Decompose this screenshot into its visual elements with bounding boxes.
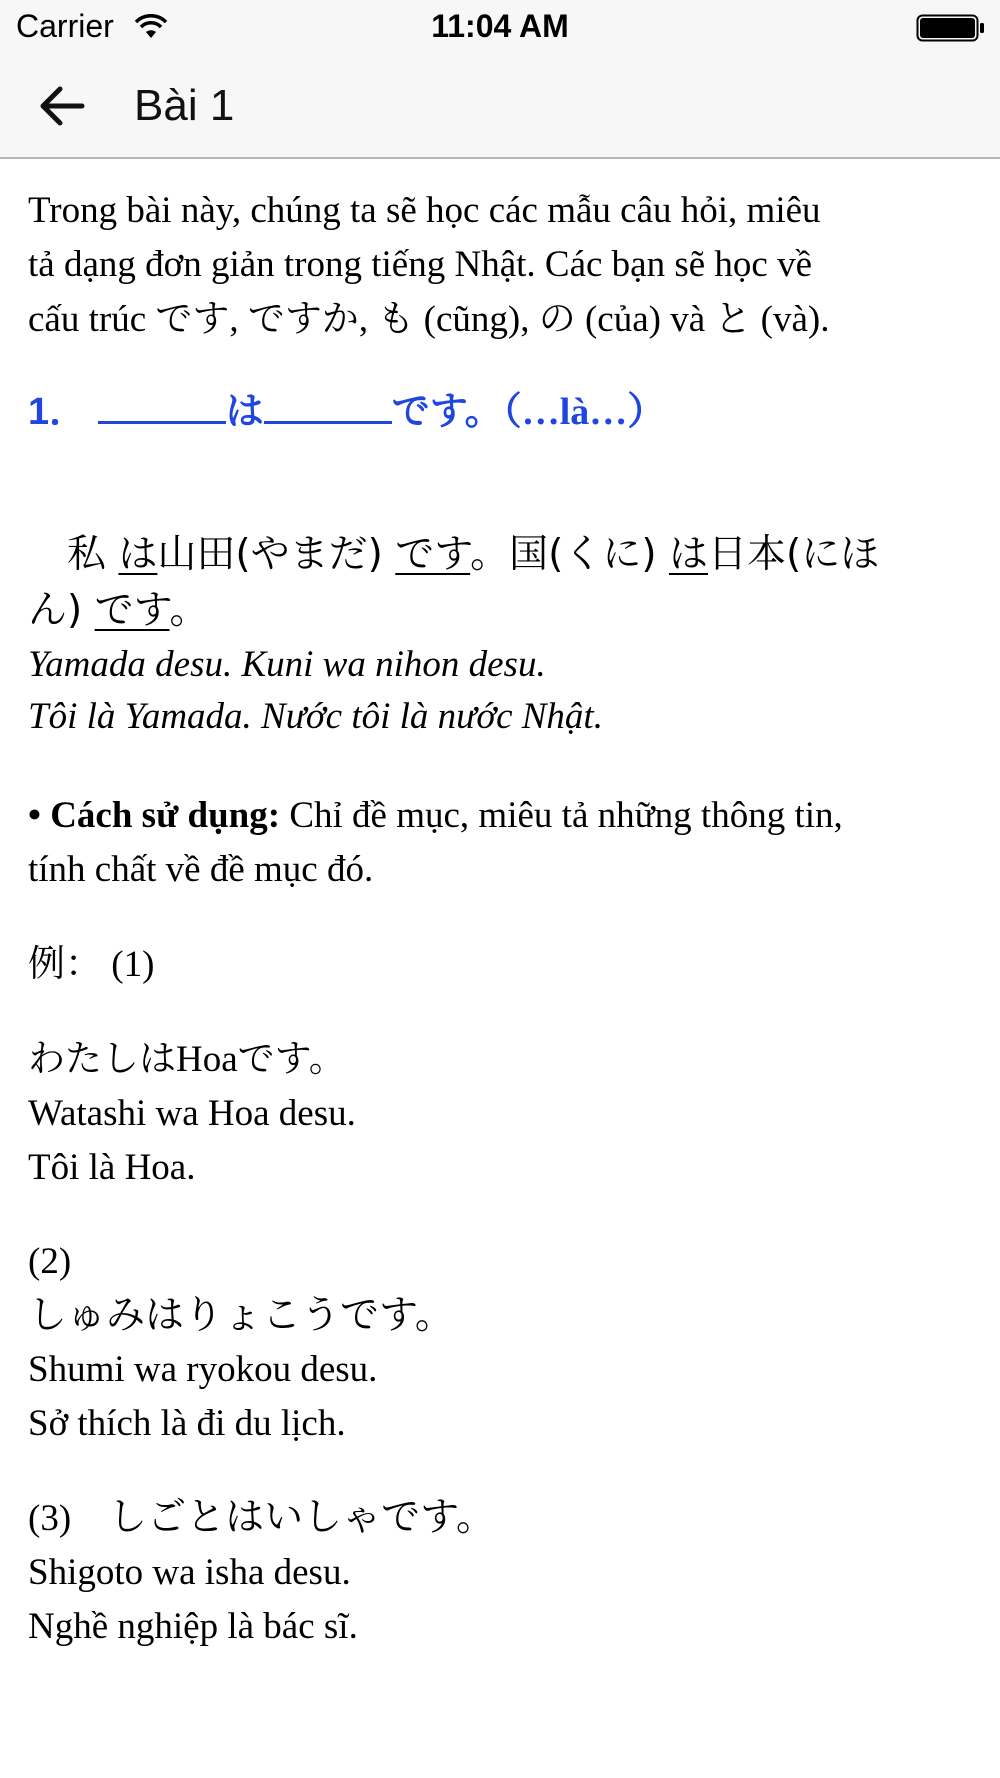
intro-sep: , [229, 299, 248, 340]
example-2-vietnamese: Sở thích là đi du lịch. [28, 1403, 346, 1444]
blank-line [98, 393, 226, 424]
usage-text: Chỉ đề mục, miêu tả những thông tin, [280, 795, 843, 836]
intro-desuka: ですか [247, 297, 359, 340]
example-text: 。国(くに) [470, 532, 669, 577]
example-desu-underlined: です [395, 532, 471, 577]
example-1 [28, 1032, 978, 1195]
example-1-name: Hoa [176, 1039, 238, 1080]
example-sentence [28, 527, 978, 639]
example-text: 私 [28, 532, 119, 577]
battery-icon [916, 14, 986, 42]
intro-va: (và). [751, 299, 830, 340]
example-text: 日本(にほ [707, 532, 880, 577]
intro-to: と [714, 297, 752, 340]
example-1-jp-text: です。 [237, 1037, 346, 1080]
status-bar [0, 0, 1000, 56]
navigation-bar [0, 56, 1000, 159]
intro-mo: も [377, 297, 415, 340]
usage-text: tính chất về đề mục đó. [28, 849, 374, 890]
heading-number: 1． [28, 391, 88, 433]
intro-cung: (cũng), [414, 299, 539, 340]
example-3-number: (3) [28, 1498, 109, 1539]
intro-sep: , [358, 299, 378, 340]
intro-line-2: tả dạng đơn giản trong tiếng Nhật. Các bạn sẽ học về [28, 244, 813, 285]
example-desu-underlined: です [94, 588, 170, 633]
example-2-romaji: Shumi wa ryokou desu. [28, 1349, 378, 1390]
example-wa-underlined: は [668, 532, 708, 577]
intro-desu: です [155, 297, 230, 340]
back-button[interactable] [28, 74, 98, 138]
example-3-line [28, 1491, 978, 1546]
example-wa-underlined: は [118, 532, 158, 577]
example-translation: Tôi là Yamada. Nước tôi là nước Nhật. [28, 696, 603, 737]
intro-line-1: Trong bài này, chúng ta sẽ học các mẫu câu hỏi, miêu [28, 190, 821, 231]
example-text: 。 [169, 588, 209, 633]
example-romaji: Yamada desu. Kuni wa nihon desu. [28, 644, 546, 685]
example-3-vietnamese: Nghề nghiệp là bác sĩ. [28, 1606, 358, 1647]
lesson-content [28, 188, 978, 1654]
intro-line-3-text: cấu trúc [28, 299, 156, 340]
usage-label: • Cách sử dụng: [28, 795, 281, 836]
example-2 [28, 1235, 978, 1451]
example-text: ん) [28, 588, 95, 633]
intro-no: の [538, 297, 576, 340]
example-3-romaji: Shigoto wa isha desu. [28, 1552, 351, 1593]
heading-meaning: …là… [521, 391, 628, 433]
intro-cua: (của) và [575, 299, 715, 340]
example-1-romaji: Watashi wa Hoa desu. [28, 1093, 356, 1134]
example-1-vietnamese: Tôi là Hoa. [28, 1147, 196, 1188]
intro-paragraph [28, 184, 978, 347]
example-1-jp-text: わたしは [28, 1037, 176, 1080]
heading-desu: です。（ [391, 391, 522, 433]
status-time: 11:04 AM [431, 8, 569, 44]
example-3 [28, 1491, 978, 1654]
grammar-heading [28, 387, 978, 437]
example-2-number: (2) [28, 1241, 72, 1282]
page-title: Bài 1 [134, 81, 235, 130]
example-text: 山田(やまだ) [157, 532, 396, 577]
usage-paragraph [28, 789, 978, 897]
heading-wa: は [225, 391, 264, 433]
example-1-japanese [28, 1032, 978, 1087]
example-3-japanese: しごとはいしゃです。 [108, 1495, 496, 1540]
heading-close: ） [627, 391, 666, 433]
example-2-japanese: しゅみはりょこうです。 [28, 1293, 454, 1338]
back-arrow-icon [36, 80, 88, 132]
blank-line [264, 393, 392, 424]
example-label-row [28, 937, 978, 992]
example-1-number: (1) [102, 944, 155, 985]
rei-label: 例： [28, 942, 102, 985]
carrier-label: Carrier [16, 8, 114, 44]
